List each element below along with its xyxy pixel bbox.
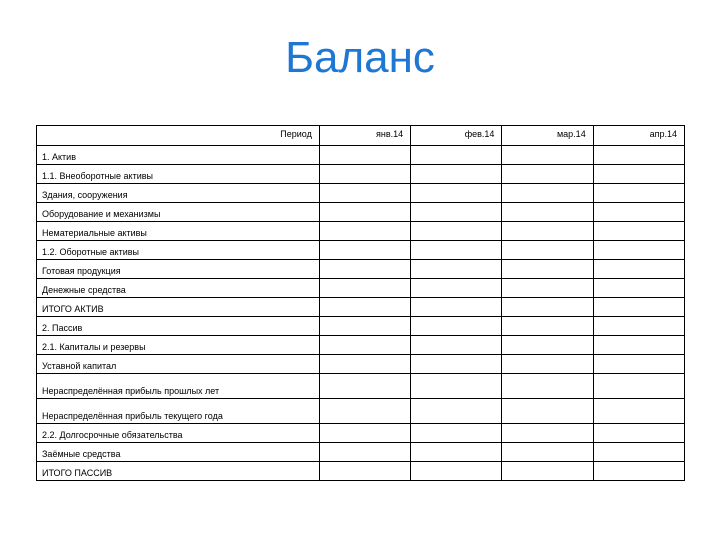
value-cell[interactable] — [411, 165, 502, 184]
row-label: ИТОГО ПАССИВ — [37, 462, 320, 481]
month-header-feb: фев.14 — [411, 126, 502, 146]
value-cell[interactable] — [411, 260, 502, 279]
value-cell[interactable] — [593, 203, 684, 222]
balance-table — [36, 125, 685, 481]
table-row — [37, 203, 685, 222]
value-cell[interactable] — [411, 203, 502, 222]
table-row — [37, 146, 685, 165]
row-label: 2.2. Долгосрочные обязательства — [37, 424, 320, 443]
month-header-jan: янв.14 — [319, 126, 410, 146]
value-cell[interactable] — [593, 336, 684, 355]
value-cell[interactable] — [593, 374, 684, 399]
value-cell[interactable] — [319, 317, 410, 336]
table-row — [37, 374, 685, 399]
value-cell[interactable] — [502, 279, 593, 298]
value-cell[interactable] — [502, 260, 593, 279]
row-label: 1.2. Оборотные активы — [37, 241, 320, 260]
value-cell[interactable] — [593, 399, 684, 424]
table-row — [37, 165, 685, 184]
row-label: Оборудование и механизмы — [37, 203, 320, 222]
page-title: Баланс — [285, 33, 435, 82]
value-cell[interactable] — [411, 399, 502, 424]
value-cell[interactable] — [593, 298, 684, 317]
value-cell[interactable] — [411, 336, 502, 355]
value-cell[interactable] — [502, 424, 593, 443]
value-cell[interactable] — [593, 165, 684, 184]
value-cell[interactable] — [319, 374, 410, 399]
value-cell[interactable] — [593, 241, 684, 260]
value-cell[interactable] — [502, 241, 593, 260]
value-cell[interactable] — [411, 424, 502, 443]
value-cell[interactable] — [319, 260, 410, 279]
row-label: Нераспределённая прибыль прошлых лет — [37, 374, 320, 399]
value-cell[interactable] — [411, 184, 502, 203]
value-cell[interactable] — [593, 184, 684, 203]
table-row — [37, 222, 685, 241]
value-cell[interactable] — [411, 462, 502, 481]
value-cell[interactable] — [319, 222, 410, 241]
value-cell[interactable] — [502, 443, 593, 462]
value-cell[interactable] — [593, 279, 684, 298]
value-cell[interactable] — [593, 222, 684, 241]
table-row — [37, 298, 685, 317]
value-cell[interactable] — [502, 399, 593, 424]
period-header: Период — [37, 126, 320, 146]
table-row — [37, 317, 685, 336]
value-cell[interactable] — [502, 146, 593, 165]
table-row — [37, 260, 685, 279]
value-cell[interactable] — [502, 222, 593, 241]
value-cell[interactable] — [502, 317, 593, 336]
table-row — [37, 462, 685, 481]
header-row — [37, 126, 685, 146]
row-label: 1.1. Внеоборотные активы — [37, 165, 320, 184]
value-cell[interactable] — [502, 298, 593, 317]
value-cell[interactable] — [319, 241, 410, 260]
value-cell[interactable] — [593, 462, 684, 481]
row-label: Денежные средства — [37, 279, 320, 298]
value-cell[interactable] — [411, 298, 502, 317]
row-label: 2. Пассив — [37, 317, 320, 336]
value-cell[interactable] — [319, 355, 410, 374]
value-cell[interactable] — [319, 336, 410, 355]
value-cell[interactable] — [502, 374, 593, 399]
value-cell[interactable] — [411, 374, 502, 399]
month-header-apr: апр.14 — [593, 126, 684, 146]
row-label: Заёмные средства — [37, 443, 320, 462]
table-row — [37, 184, 685, 203]
table-row — [37, 443, 685, 462]
value-cell[interactable] — [319, 203, 410, 222]
row-label: 1. Актив — [37, 146, 320, 165]
value-cell[interactable] — [411, 355, 502, 374]
value-cell[interactable] — [502, 203, 593, 222]
value-cell[interactable] — [593, 355, 684, 374]
value-cell[interactable] — [502, 355, 593, 374]
value-cell[interactable] — [502, 165, 593, 184]
value-cell[interactable] — [319, 165, 410, 184]
value-cell[interactable] — [319, 298, 410, 317]
row-label: 2.1. Капиталы и резервы — [37, 336, 320, 355]
table-row — [37, 241, 685, 260]
row-label: Нераспределённая прибыль текущего года — [37, 399, 320, 424]
value-cell[interactable] — [319, 279, 410, 298]
value-cell[interactable] — [411, 241, 502, 260]
row-label: Готовая продукция — [37, 260, 320, 279]
value-cell[interactable] — [411, 317, 502, 336]
table-row — [37, 399, 685, 424]
value-cell[interactable] — [593, 146, 684, 165]
value-cell[interactable] — [502, 462, 593, 481]
table-row — [37, 279, 685, 298]
value-cell[interactable] — [593, 443, 684, 462]
value-cell[interactable] — [593, 424, 684, 443]
row-label: Здания, сооружения — [37, 184, 320, 203]
value-cell[interactable] — [319, 146, 410, 165]
value-cell[interactable] — [411, 146, 502, 165]
table-row — [37, 355, 685, 374]
value-cell[interactable] — [593, 260, 684, 279]
balance-rows — [37, 146, 685, 481]
value-cell[interactable] — [411, 443, 502, 462]
value-cell[interactable] — [319, 443, 410, 462]
value-cell[interactable] — [319, 462, 410, 481]
row-label: Нематериальные активы — [37, 222, 320, 241]
table-row — [37, 336, 685, 355]
value-cell[interactable] — [411, 222, 502, 241]
value-cell[interactable] — [319, 399, 410, 424]
value-cell[interactable] — [319, 184, 410, 203]
value-cell[interactable] — [319, 424, 410, 443]
value-cell[interactable] — [502, 184, 593, 203]
row-label: Уставной капитал — [37, 355, 320, 374]
month-header-mar: мар.14 — [502, 126, 593, 146]
row-label: ИТОГО АКТИВ — [37, 298, 320, 317]
value-cell[interactable] — [411, 279, 502, 298]
value-cell[interactable] — [593, 317, 684, 336]
value-cell[interactable] — [502, 336, 593, 355]
table-row — [37, 424, 685, 443]
